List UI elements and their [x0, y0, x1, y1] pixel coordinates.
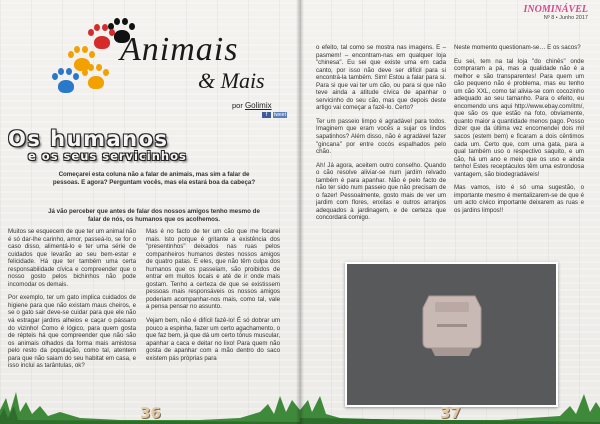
paragraph: Eu sei, tem na tal loja "do chinês" onde compraram a pá, mas a qualidade não é a melhor e são transparentes! Para quem um cão pequeno não é problema, mas eu tenho um cão XXL, como tal alivia-se com cocozinho adequado ao seu tamanho. Para o efeito, eu encomendo uns aqui http://www.ebay.com/itm/, que são os que estão na foto, obviamente, quanto maior a quantidade menos pago. Posso dizer que da última vez encomendei dois mil sacos (estem bem) e ficaram a dois cêntimos cada um. Certo que, com uma gata, para a qual também uso o respectivo saquito, e um cão, há um ano e meio que os uso e ainda tenho! Estes receptáculos têm uma estrondosa vantagem, são biodegradáveis! — [454, 57, 584, 178]
lead-paragraph-2: Já vão perceber que antes de falar dos nossos amigos tenho mesmo de falar de nós, os humanos que os acolhemos. — [48, 208, 260, 224]
paragraph: Ter um passeio limpo é agradável para todos. Imaginem que eram vocês a sujar os lindos sapatinhos? Além disso, não é agradável fazer "gincana" por entre cocós espalhados pelo chão. — [316, 117, 446, 156]
left-column-2 — [146, 228, 280, 368]
facebook-icon[interactable]: f — [262, 112, 271, 118]
headline-sub: e os seus servicinhos — [28, 149, 187, 163]
article-headline — [8, 128, 288, 162]
magazine-name: INOMINÁVEL — [523, 4, 588, 15]
page-number: 36 — [140, 404, 161, 422]
paragraph: Mas é no facto de ter um cão que me focarei mais. Isto porque é gritante a existência dos "presentinhos" deixados nas ruas pelos companheiros humanos destes nossos amigos de quatro patas. E eles, que não têm culpa dos humanos que os passeiam, são proibidos de entrar em muitos locais e até de ir onde mais gostam. Tenho a certeza de que se existissem pessoas mais responsáveis os nossos amigos poderiam acompanhar-nos mais, como tal, vale a pensa pensar no assunto. — [146, 228, 280, 311]
headline-main: Os humanos — [8, 127, 169, 151]
page-gutter — [296, 0, 304, 424]
byline — [232, 101, 272, 110]
column-brand-subtitle: & Mais — [198, 68, 265, 93]
paragraph: o efeito, tal como se mostra nas imagens. E – pasmem! – encontram-nas em qualquer loja "chinesa". Eu sei que existe uma em cada canto, por isso não deve ser difícil para si encontrá-la também. Sim! Estou a falar para si. Para si que vai ter um cão, ou para si que não teve ainda a atitude cívica de apanhar o servicinho do seu cão, mas que depois deste artigo vai começar a fazê-lo. Certo? — [316, 44, 446, 112]
social-icons — [262, 112, 287, 118]
column-brand-title: Animais — [120, 31, 239, 68]
issue-label: Nº 8 • Junho 2017 — [543, 15, 588, 21]
paragraph: Mas vamos, isto é só uma sugestão, o importante mesmo é mentalizarem-se de que é um acto cívico importante deixarem as ruas e os jardins limpos!! — [454, 184, 584, 214]
author-link[interactable]: Golimix — [244, 101, 272, 110]
paragraph: Neste momento questionam-se… E os sacos? — [454, 44, 581, 51]
paragraph: Por exemplo, ter um gato implica cuidados de higiene para que não existam maus cheiros, e se o gato sair deve-se cuidar para que ele não vá estragar jardins alheios e caçar o pássaro do vizinho! Como é lógico, para quem gosta de répteis há que compreender que não são os animais olhados da forma mais amistosa pelo resto da população, como tal, atentem para que não saiam do seu habitat em casa, e isso inclui as tarântulas, ok? — [8, 294, 136, 370]
paragraph: Muitos se esquecem de que ter um animal não é só dar-lhe carinho, amor, passeá-lo, se for o caso disso, alimentá-lo e ter uma série de cuidados que levarão ao seu bem-estar e felicidade. Há que ter também uma certa responsabilidade cívica e compreender que o nosso gosto pelos bichinhos não pode incomodar os demais. — [8, 228, 136, 288]
magazine-logo — [524, 4, 588, 21]
right-page — [300, 0, 600, 424]
byline-prefix: por — [232, 101, 243, 110]
right-column-1 — [316, 44, 446, 228]
tweet-icon[interactable]: tweet — [274, 112, 286, 118]
paragraph: Ah! Já agora, aceitem outro conselho. Quando o cão resolve aliviar-se num jardim relvado também é para apanhar. Não é pelo facto de não ter sido num passeio que não precisam de o fazer! Pessoalmente, gosto mais de ver um jardim com flores, enxitas e outros arranjos adequados à jardinagem, e de certeza que concordará comigo. — [316, 161, 446, 222]
page-number: 37 — [440, 404, 461, 422]
right-column-2 — [454, 44, 584, 220]
left-column-1 — [8, 228, 136, 376]
paragraph: Vejam bem, não é difícil fazê-lo! É só dobrar um pouco a espinha, fazer um certo agachamento, o que faz bem, já que dá um certo tónus muscular, apanhar a caca e deitar no lixo! Para quem não gosta de apanhar com a mão dentro do saco existem pás próprias para — [146, 317, 280, 362]
lead-paragraph-1: Começarei esta coluna não a falar de animais, mas sim a falar de pessoas. E agora? Perguntam vocês, mas ela estará boa da cabeça? — [52, 171, 256, 187]
